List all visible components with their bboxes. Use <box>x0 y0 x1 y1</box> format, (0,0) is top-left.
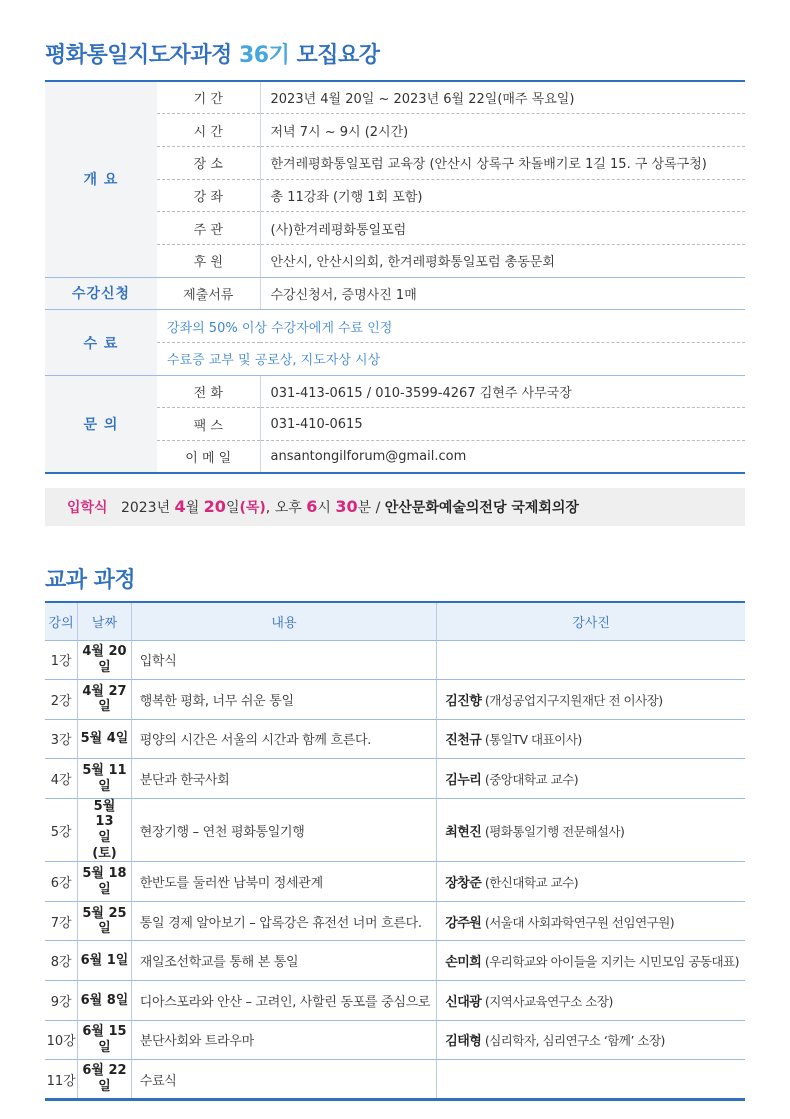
lecture-content: 분단과 한국사회 <box>131 759 436 799</box>
instructor-affiliation: (서울대 사회과학연구원 선임연구원) <box>481 914 675 930</box>
row-label: 시 간 <box>157 114 260 147</box>
lecture-number: 9강 <box>45 981 78 1021</box>
table-row <box>45 862 745 902</box>
header-content: 내용 <box>131 602 436 640</box>
entrance-time-prefix: , 오후 <box>265 500 307 516</box>
lecture-content: 입학식 <box>131 640 436 680</box>
lecture-instructor <box>437 941 745 981</box>
category-overview: 개 요 <box>45 81 157 277</box>
category-complete: 수 료 <box>45 310 157 375</box>
curriculum-title: 교과 과정 <box>45 568 136 593</box>
table-row <box>45 941 745 981</box>
table-row <box>45 759 745 799</box>
lecture-content: 평양의 시간은 서울의 시간과 함께 흐른다. <box>131 719 436 759</box>
header-date: 날짜 <box>78 602 131 640</box>
lecture-number: 3강 <box>45 719 78 759</box>
row-label: 제출서류 <box>157 277 260 310</box>
entrance-label: 입학식 <box>67 500 108 516</box>
lecture-instructor <box>437 1060 745 1100</box>
lecture-number: 8강 <box>45 941 78 981</box>
overview-row <box>45 81 745 114</box>
row-value: 2023년 4월 20일 ~ 2023년 6월 22일(매주 목요일) <box>260 81 745 114</box>
lecture-number: 11강 <box>45 1060 78 1100</box>
row-label: 주 관 <box>157 212 260 245</box>
instructor-name: 신대광 <box>445 994 482 1010</box>
entrance-weekday: (목) <box>239 500 266 516</box>
instructor-name: 김태형 <box>445 1034 482 1050</box>
row-value: 총 11강좌 (기행 1회 포함) <box>260 179 745 212</box>
lecture-content: 한반도를 둘러싼 남북미 정세관계 <box>131 862 436 902</box>
table-row <box>45 901 745 941</box>
lecture-content: 분단사회와 트라우마 <box>131 1020 436 1060</box>
instructor-name: 최현진 <box>445 824 482 840</box>
lecture-number: 5강 <box>45 798 78 861</box>
lecture-date: 6월 15일 <box>78 1020 131 1060</box>
table-row <box>45 1060 745 1100</box>
row-value: 031-410-0615 <box>260 408 745 441</box>
row-label: 팩 스 <box>157 408 260 441</box>
instructor-affiliation: (우리학교와 아이들을 지키는 시민모임 공동대표) <box>481 954 739 970</box>
header-no: 강의 <box>45 602 78 640</box>
lecture-number: 4강 <box>45 759 78 799</box>
table-row <box>45 680 745 720</box>
curriculum-header-row <box>45 602 745 640</box>
lecture-instructor <box>437 862 745 902</box>
page-title <box>45 38 380 69</box>
lecture-content: 수료식 <box>131 1060 436 1100</box>
lecture-instructor <box>437 798 745 861</box>
entrance-hour-unit: 시 <box>317 500 336 516</box>
entrance-month: 4 <box>174 497 186 516</box>
lecture-date: 5월 4일 <box>78 719 131 759</box>
overview-row <box>45 277 745 310</box>
row-value: 031-413-0615 / 010-3599-4267 김현주 사무국장 <box>260 375 745 408</box>
instructor-name: 강주원 <box>445 915 482 931</box>
lecture-instructor <box>437 640 745 680</box>
lecture-number: 6강 <box>45 862 78 902</box>
lecture-instructor <box>437 901 745 941</box>
row-value: 수강신청서, 증명사진 1매 <box>260 277 745 310</box>
lecture-number: 10강 <box>45 1020 78 1060</box>
instructor-name: 김진향 <box>445 693 482 709</box>
instructor-name: 진천규 <box>445 733 482 749</box>
instructor-name: 손미희 <box>445 955 482 971</box>
instructor-affiliation: (지역사교육연구소 소장) <box>481 993 613 1009</box>
entrance-place: 안산문화예술의전당 국제회의장 <box>384 500 579 516</box>
row-label: 강 좌 <box>157 179 260 212</box>
row-value: 안산시, 안산시의회, 한겨레평화통일포럼 총동문회 <box>260 244 745 277</box>
category-apply: 수강신청 <box>45 277 157 310</box>
instructor-affiliation: (개성공업지구지원재단 전 이사장) <box>481 692 663 708</box>
entrance-year: 2023년 <box>120 500 175 516</box>
entrance-day-unit: 일 <box>225 500 240 516</box>
lecture-number: 2강 <box>45 680 78 720</box>
lecture-date: 4월 20일 <box>78 640 131 680</box>
lecture-instructor <box>437 680 745 720</box>
lecture-instructor <box>437 1020 745 1060</box>
lecture-date: 4월 27일 <box>78 680 131 720</box>
instructor-affiliation: (평화통일기행 전문해설사) <box>481 823 625 839</box>
header-instructor: 강사진 <box>437 602 745 640</box>
instructor-affiliation: (중앙대학교 교수) <box>481 772 579 788</box>
overview-table <box>45 80 745 474</box>
instructor-affiliation: (한신대학교 교수) <box>481 875 579 891</box>
title-main: 평화통일지도자과정 <box>45 43 232 68</box>
row-label: 이 메 일 <box>157 441 260 474</box>
instructor-affiliation: (통일TV 대표이사) <box>481 732 582 748</box>
entrance-minute: 30 <box>335 497 358 516</box>
curriculum-table <box>45 601 745 1101</box>
lecture-date: 5월 13일 (토) <box>78 798 131 861</box>
table-row <box>45 981 745 1021</box>
row-value: 수료증 교부 및 공로상, 지도자상 시상 <box>157 343 745 376</box>
instructor-name: 장창준 <box>445 876 482 892</box>
category-contact: 문 의 <box>45 375 157 473</box>
lecture-content: 디아스포라와 안산 – 고려인, 사할린 동포를 중심으로 <box>131 981 436 1021</box>
entrance-banner <box>45 488 745 526</box>
entrance-minute-unit: 분 / <box>357 500 385 516</box>
table-row <box>45 1020 745 1060</box>
lecture-number: 7강 <box>45 901 78 941</box>
lecture-date: 5월 25일 <box>78 901 131 941</box>
entrance-month-unit: 월 <box>185 500 204 516</box>
row-label: 장 소 <box>157 146 260 179</box>
instructor-affiliation: (심리학자, 심리연구소 ‘함께’ 소장) <box>481 1033 665 1049</box>
row-value: 저녁 7시 ~ 9시 (2시간) <box>260 114 745 147</box>
lecture-date: 5월 18일 <box>78 862 131 902</box>
table-row <box>45 798 745 861</box>
row-label: 후 원 <box>157 244 260 277</box>
table-row <box>45 640 745 680</box>
lecture-instructor <box>437 719 745 759</box>
table-row <box>45 719 745 759</box>
entrance-hour: 6 <box>306 497 318 516</box>
lecture-content: 행복한 평화, 너무 쉬운 통일 <box>131 680 436 720</box>
row-value: ansantongilforum@gmail.com <box>270 449 467 465</box>
title-rest: 모집요강 <box>296 43 380 68</box>
overview-row <box>45 375 745 408</box>
lecture-date: 6월 22일 <box>78 1060 131 1100</box>
row-label: 전 화 <box>157 375 260 408</box>
row-value: 강좌의 50% 이상 수강자에게 수료 인정 <box>157 310 745 343</box>
row-value: 한겨레평화통일포럼 교육장 (안산시 상록구 차돌배기로 1길 15. 구 상록구청) <box>260 146 745 179</box>
lecture-content: 통일 경제 알아보기 – 압록강은 휴전선 너머 흐른다. <box>131 901 436 941</box>
lecture-instructor <box>437 759 745 799</box>
lecture-number: 1강 <box>45 640 78 680</box>
instructor-name: 김누리 <box>445 773 482 789</box>
lecture-date: 5월 11일 <box>78 759 131 799</box>
lecture-date: 6월 1일 <box>78 941 131 981</box>
row-value: (사)한겨레평화통일포럼 <box>260 212 745 245</box>
overview-row <box>45 310 745 343</box>
lecture-content: 재일조선학교를 통해 본 통일 <box>131 941 436 981</box>
row-label: 기 간 <box>157 81 260 114</box>
lecture-content: 현장기행 – 연천 평화통일기행 <box>131 798 436 861</box>
lecture-date: 6월 8일 <box>78 981 131 1021</box>
title-accent: 36기 <box>238 43 290 68</box>
lecture-instructor <box>437 981 745 1021</box>
entrance-day: 20 <box>203 497 226 516</box>
